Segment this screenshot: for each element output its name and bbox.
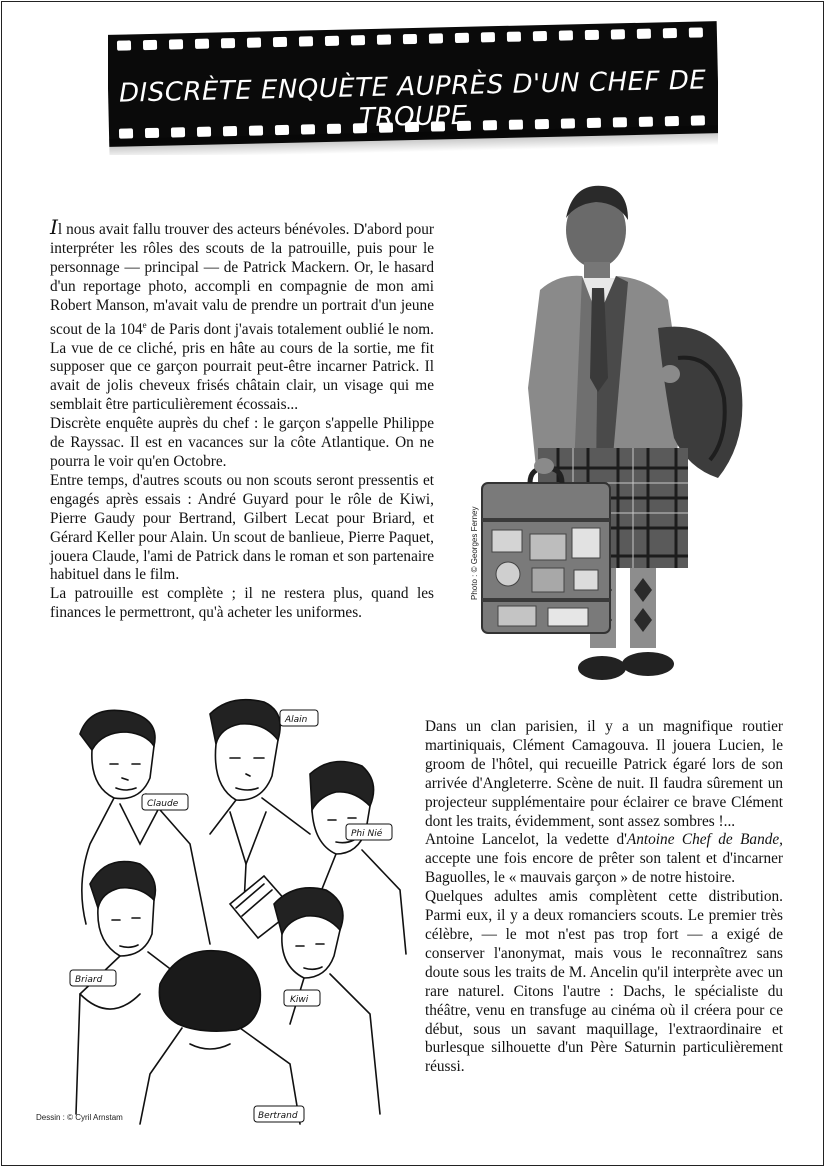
paragraph-7: Quelques adultes amis complètent cette distribution. Parmi eux, il y a deux romanciers scouts. Le premier très célèbre, — le mot n'est pas trop fort — a exigé de conserver l'anonymat, mais vous le reconnaîtrez sans doute sous les traits de M. Ancelin qu'il interprète avec un rare naturel. Citons l'autre : Dachs, le spécialiste du théâtre, venu en transfuge au cinéma où il créera pour ce début, sous un savant maquillage, l'extraordinaire et burlesque silhouette d'un Père Saturnin particulièrement réussi. (425, 888, 783, 1076)
film-title: Antoine Chef de Bande, (626, 831, 783, 849)
label-alain: Alain (285, 715, 308, 725)
paragraph-2: Discrète enquête auprès du chef : le garçon s'appelle Philippe de Rayssac. Il est en vacances sur la côte Atlantique. On ne pourra le voir qu'en Octobre. (50, 415, 434, 470)
paragraph-1-text: l nous avait fallu trouver des acteurs bénévoles. D'abord pour interpréter les rôles des scouts de la patrouille, puis pour le personnage — principal — de Patrick Mackern. Or, le hasard d'un reportage photo, accompli en compagnie de mon ami Robert Manson, m'avait valu de prendre un portrait d'un jeune scout de la 104 (50, 221, 434, 338)
paragraph-6 (425, 831, 783, 888)
right-article-text (425, 718, 783, 1077)
paragraph-1 (50, 215, 434, 415)
photo-credit: Photo : © Georges Ferney (470, 506, 479, 600)
left-article-text (50, 215, 434, 623)
page-title: DISCRÈTE ENQUÈTE AUPRÈS D'UN CHEF DE TROUPE (118, 65, 707, 134)
label-briard: Briard (75, 975, 103, 985)
paragraph-4: La patrouille est complète ; il ne restera plus, quand les finances le permettront, qu'à acheter les uniformes. (50, 585, 434, 622)
paragraph-5: Dans un clan parisien, il y a un magnifique routier martiniquais, Clément Camagouva. Il jouera Lucien, le groom de l'hôtel, qui recueille Patrick égaré lors de son arrivée d'Angleterre. Scène de nuit. Il faudra sûrement un projecteur supplémentaire pour éclairer ce brave Clément dont les traits, évidemment, sont assez sombres !... (425, 718, 783, 830)
label-phinie: Phi Nié (351, 829, 383, 839)
label-kiwi: Kiwi (290, 995, 309, 1005)
label-bertrand: Bertrand (258, 1111, 298, 1121)
scout-photo (478, 178, 768, 698)
ordinal-suffix: e (142, 319, 147, 330)
scouts-illustration (50, 694, 420, 1134)
film-strip-banner (108, 20, 718, 155)
drawing-credit: Dessin : © Cyril Arnstam (36, 1113, 123, 1122)
paragraph-3: Entre temps, d'autres scouts ou non scouts seront pressentis et engagés après essais : André Guyard pour le rôle de Kiwi, Pierre Gaudy pour Bertrand, Gilbert Lecat pour Briard, et Gérard Keller pour Alain. Un scout de banlieue, Pierre Paquet, jouera Claude, l'ami de Patrick dans le roman et son partenaire habituel dans le film. (50, 471, 434, 584)
paragraph-6-start: Antoine Lancelot, la vedette d' (425, 831, 627, 849)
drop-cap: I (50, 215, 58, 239)
paragraph-1-end: de Paris dont j'avais totalement oublié le nom. La vue de ce cliché, pris en hâte au cours de la sortie, me fit supposer que ce garçon pourrait peut-être incarner Patrick. Il avait de jolis cheveux frisés châtain clair, un visage qui me semblait être particulièrement écossais... (50, 320, 434, 414)
paragraph-6-end: accepte une fois encore de prêter son talent et d'incarner Baguolles, le « mauvais garçon » de notre histoire. (425, 850, 783, 887)
label-claude: Claude (147, 799, 179, 809)
